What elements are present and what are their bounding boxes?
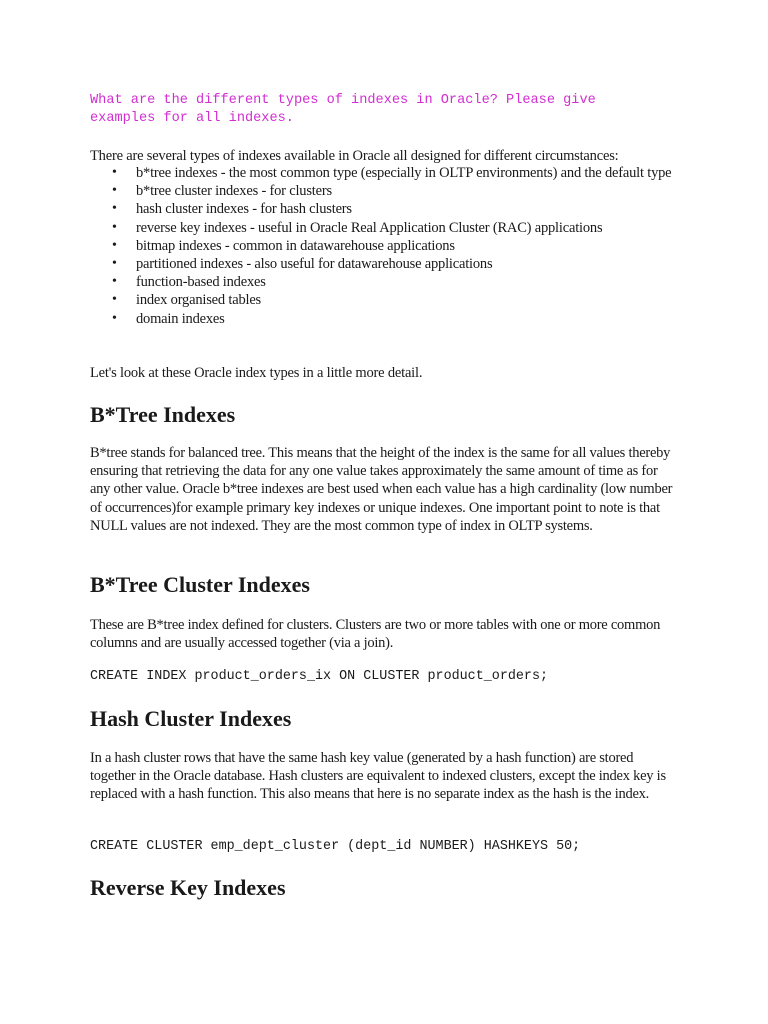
heading-reverse-key-indexes: Reverse Key Indexes	[90, 875, 286, 900]
intro-text: There are several types of indexes available in Oracle all designed for different circumstances:	[90, 148, 619, 164]
list-item: • bitmap indexes - common in datawarehouse applications	[136, 237, 696, 255]
list-item: • b*tree indexes - the most common type (especially in OLTP environments) and the default type	[136, 164, 696, 182]
list-item: • hash cluster indexes - for hash clusters	[136, 200, 696, 218]
btree-paragraph: B*tree stands for balanced tree. This means that the height of the index is the same for all values thereby ensuring that retrieving the data for any one value takes approximately the same amount of time as for any other value. Oracle b*tree indexes are best used when each value has a high cardinality (low number of occurrences)for example primary key indexes or unique indexes. One important point to note is that NULL values are not indexed. They are the most common type of index in OLTP systems.	[90, 445, 673, 534]
heading-hash-cluster-indexes: Hash Cluster Indexes	[90, 706, 292, 731]
heading-btree-cluster-indexes: B*Tree Cluster Indexes	[90, 572, 310, 597]
list-item: • index organised tables	[136, 291, 696, 309]
list-item: • reverse key indexes - useful in Oracle Real Application Cluster (RAC) applications	[136, 219, 696, 237]
hash-cluster-paragraph: In a hash cluster rows that have the same hash key value (generated by a hash function) are stored together in the Oracle database. Hash clusters are equivalent to indexed clusters, except the index key is replaced with a hash function. This also means that here is no separate index as the hash is the index.	[90, 750, 666, 803]
heading-btree-indexes: B*Tree Indexes	[90, 402, 236, 427]
list-item: • domain indexes	[136, 310, 696, 328]
btree-cluster-paragraph: These are B*tree index defined for clusters. Clusters are two or more tables with one or more common columns and are usually accessed together (via a join).	[90, 617, 661, 652]
list-item: • b*tree cluster indexes - for clusters	[136, 182, 696, 200]
lead-text: Let's look at these Oracle index types in a little more detail.	[90, 365, 423, 381]
question-text: What are the different types of indexes in Oracle? Please give examples for all indexes.	[90, 93, 596, 126]
hash-cluster-code: CREATE CLUSTER emp_dept_cluster (dept_id NUMBER) HASHKEYS 50;	[90, 839, 581, 854]
btree-cluster-code: CREATE INDEX product_orders_ix ON CLUSTER product_orders;	[90, 669, 549, 684]
list-item: • partitioned indexes - also useful for datawarehouse applications	[136, 255, 696, 273]
index-types-list	[90, 164, 696, 328]
list-item: • function-based indexes	[136, 273, 696, 291]
